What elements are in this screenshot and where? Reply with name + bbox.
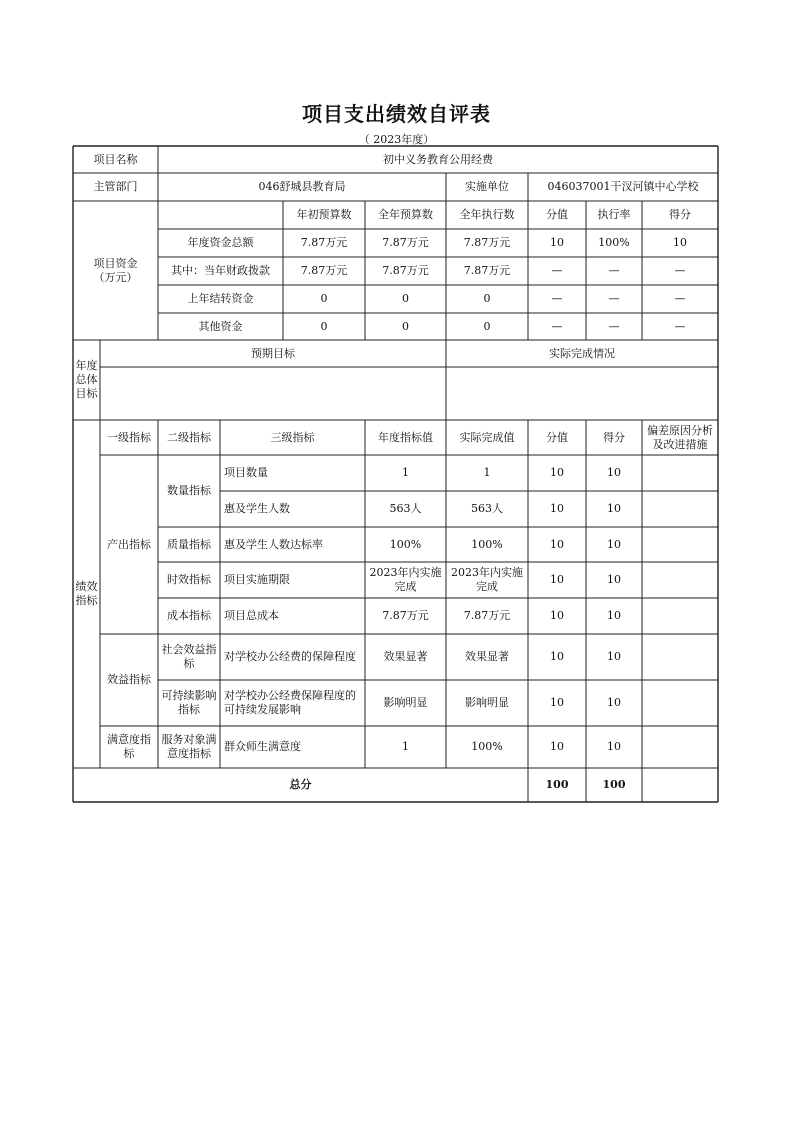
deviation-note (642, 680, 718, 726)
funds-cell: — (608, 292, 620, 305)
got-value: 10 (607, 609, 621, 622)
level2-indicator: 成本指标 (167, 609, 211, 622)
actual-value: 100% (471, 537, 503, 551)
score-value: 10 (550, 696, 564, 709)
unit-value: 046037001干汊河镇中心学校 (547, 180, 699, 193)
level2-indicator: 可持续影响 指标 (161, 689, 217, 716)
deviation-note (642, 726, 718, 768)
deviation-note (642, 527, 718, 562)
funds-cell: 7.87万元 (463, 236, 511, 249)
level3-indicator: 项目数量 (224, 466, 268, 479)
target-value: 效果显著 (383, 650, 428, 663)
level1-benefit: 效益指标 (107, 673, 151, 686)
funds-cell: — (674, 264, 686, 277)
target-value: 100% (389, 537, 422, 551)
funds-cell: 0 (320, 292, 328, 305)
got-value: 10 (607, 502, 621, 515)
funds-row-label: 其中：当年财政拨款 (171, 264, 270, 277)
level2-indicator: 数量指标 (167, 484, 211, 497)
score-value: 10 (550, 502, 564, 515)
target-value: 影响明显 (383, 696, 428, 709)
level3-indicator: 对学校办公经费保障程度的 可持续发展影响 (224, 689, 356, 716)
deviation-note (642, 491, 718, 527)
funds-cell: — (551, 264, 563, 277)
funds-header: 全年执行数 (459, 208, 515, 221)
got-value: 10 (607, 537, 621, 551)
funds-header: 执行率 (597, 208, 631, 221)
year-subtitle: （ 2023年度） (358, 133, 435, 146)
actual-value: 效果显著 (465, 650, 509, 663)
score-value: 10 (550, 573, 564, 586)
goals-expected-content (100, 367, 446, 420)
funds-cell: 7.87万元 (382, 236, 429, 249)
total-got: 100 (602, 778, 626, 791)
level3-indicator: 对学校办公经费的保障程度 (224, 650, 356, 663)
indicators-header: 分值 (546, 430, 568, 444)
indicators-header: 年度指标值 (378, 430, 433, 444)
funds-cell: — (608, 264, 620, 277)
total-label: 总分 (289, 778, 312, 791)
funds-cell: 7.87万元 (300, 264, 348, 277)
got-value: 10 (607, 740, 621, 753)
score-value: 10 (550, 609, 564, 622)
level1-output: 产出指标 (107, 537, 151, 551)
target-value: 1 (402, 740, 409, 753)
funds-header: 年初预算数 (296, 208, 352, 221)
score-value: 10 (550, 466, 564, 479)
funds-cell: — (674, 292, 686, 305)
funds-cell: 0 (402, 319, 409, 333)
indicators-header: 得分 (603, 430, 625, 444)
funds-header-blank (158, 201, 283, 229)
indicators-header: 偏差原因分析 及改进措施 (647, 423, 713, 451)
level3-indicator: 项目总成本 (224, 609, 279, 622)
target-value: 563人 (389, 502, 422, 515)
funds-header: 分值 (546, 208, 568, 221)
goals-side-label: 年度 总体 目标 (75, 359, 98, 400)
actual-value: 2023年内实施 完成 (451, 566, 523, 593)
funds-header: 全年预算数 (378, 208, 433, 221)
goals-expected-label: 预期目标 (251, 346, 295, 360)
goals-actual-content (446, 367, 718, 420)
score-value: 10 (550, 650, 564, 663)
deviation-note (642, 598, 718, 634)
level3-indicator: 惠及学生人数达标率 (224, 537, 323, 551)
funds-cell: 7.87万元 (300, 236, 348, 249)
dept-label: 主管部门 (93, 180, 138, 193)
actual-value: 影响明显 (465, 696, 509, 709)
funds-cell: 0 (320, 319, 328, 333)
funds-side-label: 项目资金 （万元） (93, 256, 138, 284)
level2-indicator: 质量指标 (167, 537, 211, 551)
dept-value: 046舒城县教育局 (258, 180, 346, 193)
indicators-header: 实际完成值 (459, 430, 515, 444)
target-value: 2023年内实施 完成 (369, 566, 442, 593)
total-note (642, 768, 718, 802)
target-value: 7.87万元 (382, 609, 429, 622)
funds-cell: 0 (483, 292, 491, 305)
level3-indicator: 群众师生满意度 (224, 740, 301, 753)
actual-value: 1 (483, 466, 491, 479)
funds-cell: — (608, 319, 620, 333)
level2-indicator: 服务对象满 意度指标 (161, 733, 217, 760)
funds-cell: 10 (550, 236, 564, 249)
level3-indicator: 惠及学生人数 (224, 502, 290, 515)
total-score: 100 (545, 778, 569, 791)
funds-cell: 7.87万元 (382, 264, 429, 277)
actual-value: 100% (471, 740, 503, 753)
actual-value: 7.87万元 (463, 609, 511, 622)
actual-value: 563人 (471, 502, 503, 515)
score-value: 10 (550, 537, 564, 551)
level2-indicator: 社会效益指 标 (161, 643, 217, 670)
unit-label: 实施单位 (465, 180, 509, 193)
funds-cell: — (551, 319, 563, 333)
indicators-header: 三级指标 (270, 430, 315, 444)
page-title: 项目支出绩效自评表 (302, 102, 491, 126)
got-value: 10 (607, 466, 621, 479)
funds-row-label: 其他资金 (198, 319, 243, 333)
funds-header: 得分 (669, 208, 691, 221)
funds-cell: 10 (673, 236, 687, 249)
funds-row-label: 上年结转资金 (187, 292, 254, 305)
got-value: 10 (607, 573, 621, 586)
indicators-side-label: 绩效 指标 (75, 580, 98, 607)
project-name-label: 项目名称 (93, 152, 138, 166)
level2-indicator: 时效指标 (167, 573, 211, 586)
funds-cell: 0 (402, 292, 409, 305)
funds-cell: — (551, 292, 563, 305)
funds-cell: — (674, 319, 686, 333)
funds-row-label: 年度资金总额 (187, 236, 254, 249)
level1-satisfaction: 满意度指 标 (107, 733, 151, 760)
level3-indicator: 项目实施期限 (224, 573, 290, 586)
indicators-header: 一级指标 (107, 430, 151, 444)
score-value: 10 (550, 740, 564, 753)
funds-cell: 0 (483, 319, 491, 333)
goals-actual-label: 实际完成情况 (549, 346, 615, 360)
deviation-note (642, 562, 718, 598)
got-value: 10 (607, 650, 621, 663)
indicators-header: 二级指标 (167, 430, 211, 444)
deviation-note (642, 455, 718, 491)
funds-cell: 100% (598, 236, 630, 249)
project-name-value: 初中义务教育公用经费 (383, 152, 493, 166)
deviation-note (642, 634, 718, 680)
target-value: 1 (402, 466, 409, 479)
got-value: 10 (607, 696, 621, 709)
funds-cell: 7.87万元 (463, 264, 511, 277)
